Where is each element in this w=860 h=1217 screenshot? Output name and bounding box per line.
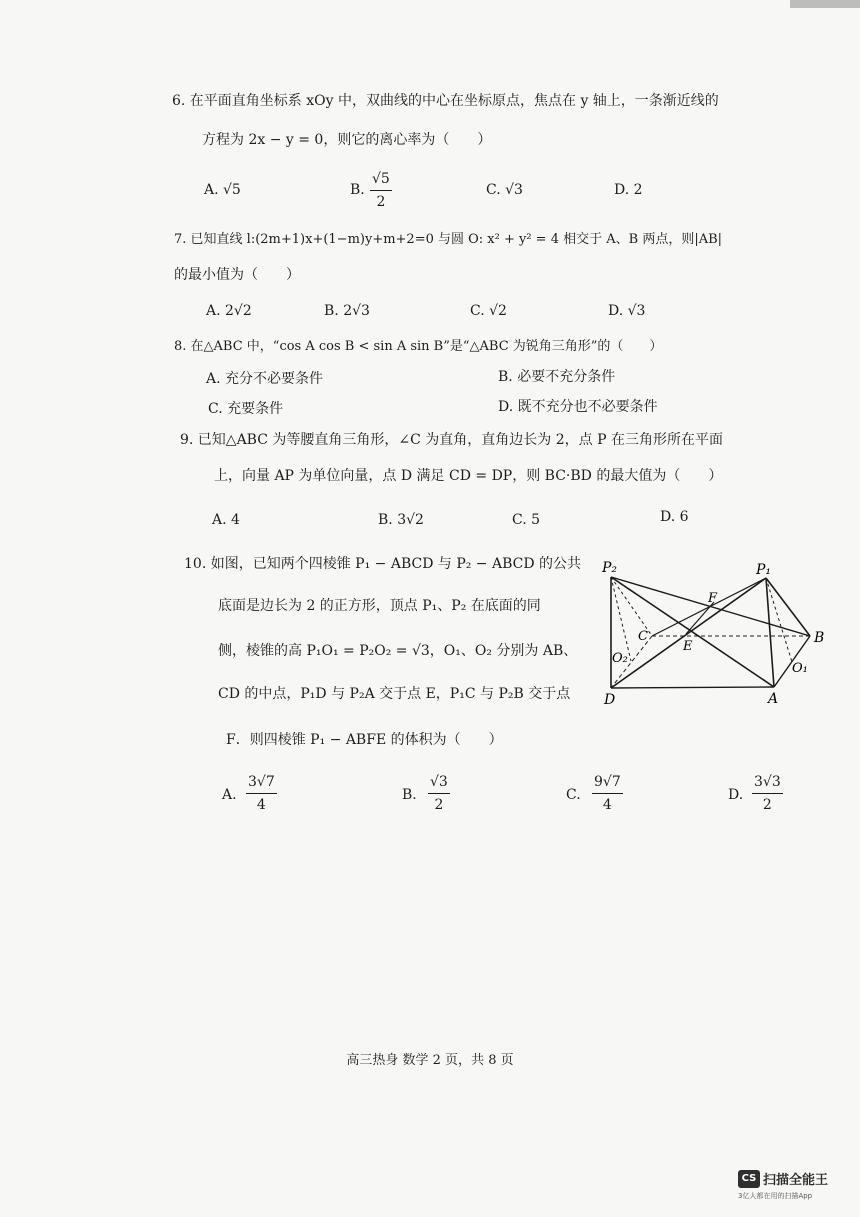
fraction-numerator: √3 (428, 773, 450, 794)
label-b: B (814, 630, 825, 646)
fraction-denominator: 4 (256, 797, 266, 813)
q8-option-c: C. 充要条件 (208, 401, 284, 417)
q10-option-d-fraction (752, 773, 783, 814)
q9-option-b: B. 3√2 (378, 512, 424, 528)
q10-option-b-label: B. (402, 787, 417, 803)
fraction-denominator: 2 (434, 797, 444, 813)
q6-option-b-label: B. (350, 182, 365, 198)
q10-option-c-label: C. (566, 787, 581, 803)
edge-p1-a (766, 578, 774, 687)
q7-option-d: D. √3 (608, 303, 646, 319)
edge-p1-b (766, 578, 810, 636)
edge-d-a (611, 687, 774, 688)
q6-option-d: D. 2 (614, 182, 643, 198)
label-e: E (683, 639, 693, 654)
q7-line-1: 7. 已知直线 l:(2m+1)x+(1−m)y+m+2=0 与圆 O: x² + y² = 4 相交于 A、B 两点，则|AB| (174, 232, 723, 247)
q7-option-c: C. √2 (470, 303, 507, 319)
scan-edge-mark (790, 0, 860, 8)
label-c: C (638, 629, 648, 644)
page-footer: 高三热身 数学 2 页，共 8 页 (346, 1053, 514, 1068)
q10-option-b-fraction (428, 773, 450, 814)
q9-line-2: 上，向量 AP 为单位向量，点 D 满足 CD = DP，则 BC·BD 的最大值为（ ） (214, 468, 723, 484)
label-p1: P₁ (756, 562, 772, 578)
label-f: F (708, 591, 718, 606)
q7-option-b: B. 2√3 (324, 303, 370, 319)
q7-line-2: 的最小值为（ ） (174, 267, 300, 283)
q6-option-c: C. √3 (486, 182, 523, 198)
edge-p2-c (611, 577, 652, 636)
q10-line-3: 侧，棱锥的高 P₁O₁ = P₂O₂ = √3，O₁、O₂ 分别为 AB、 (218, 643, 578, 659)
q10-option-c-fraction (592, 773, 623, 814)
q10-line-4: CD 的中点，P₁D 与 P₂A 交于点 E，P₁C 与 P₂B 交于点 (218, 686, 571, 702)
height-p2-o2 (611, 577, 631, 661)
q10-line-2: 底面是边长为 2 的正方形，顶点 P₁、P₂ 在底面的同 (218, 598, 541, 614)
q10-option-a-label: A. (222, 787, 237, 803)
q6-line-1: 6. 在平面直角坐标系 xOy 中，双曲线的中心在坐标原点，焦点在 y 轴上，一条渐近线的 (172, 93, 719, 109)
fraction-numerator: √5 (370, 170, 392, 191)
scanner-watermark (738, 1168, 842, 1201)
camscanner-logo-icon: CS (738, 1170, 760, 1188)
q6-option-a: A. √5 (204, 182, 241, 198)
q8-option-d: D. 既不充分也不必要条件 (498, 399, 658, 415)
q8-line-1: 8. 在△ABC 中，“cos A cos B < sin A sin B”是“△ABC 为锐角三角形”的（ ） (174, 339, 663, 354)
q9-option-c: C. 5 (512, 512, 541, 528)
watermark-app-name: 扫描全能王 (763, 1173, 829, 1188)
fraction-denominator: 4 (602, 797, 612, 813)
label-o1: O₁ (792, 661, 808, 676)
q8-option-a: A. 充分不必要条件 (206, 371, 324, 387)
fraction-numerator: 9√7 (592, 773, 623, 794)
fraction-denominator: 2 (376, 194, 386, 210)
q9-option-d: D. 6 (660, 509, 689, 525)
q10-option-d-label: D. (728, 787, 744, 803)
q9-line-1: 9. 已知△ABC 为等腰直角三角形，∠C 为直角，直角边长为 2，点 P 在三角形所在平面 (180, 432, 723, 448)
height-p1-o1 (766, 578, 792, 662)
label-o2: O₂ (612, 651, 628, 666)
q6-option-b-fraction (370, 170, 392, 211)
q10-option-a-fraction (246, 773, 277, 814)
q6-line-2: 方程为 2x − y = 0，则它的离心率为（ ） (202, 132, 492, 148)
q9-option-a: A. 4 (212, 512, 240, 528)
watermark-subtitle: 3亿人都在用的扫描App (738, 1192, 813, 1200)
pyramid-figure (596, 556, 830, 710)
label-d: D (604, 692, 616, 708)
fraction-numerator: 3√3 (752, 773, 783, 794)
label-a: A (768, 691, 779, 707)
q8-option-b: B. 必要不充分条件 (498, 369, 616, 385)
edge-p1-d (611, 578, 766, 688)
q7-option-a: A. 2√2 (206, 303, 252, 319)
q10-line-1: 10. 如图，已知两个四棱锥 P₁ − ABCD 与 P₂ − ABCD 的公共 (184, 556, 582, 572)
fraction-denominator: 2 (762, 797, 772, 813)
q10-line-5: F．则四棱锥 P₁ − ABFE 的体积为（ ） (226, 732, 503, 748)
label-p2: P₂ (602, 560, 618, 576)
fraction-numerator: 3√7 (246, 773, 277, 794)
